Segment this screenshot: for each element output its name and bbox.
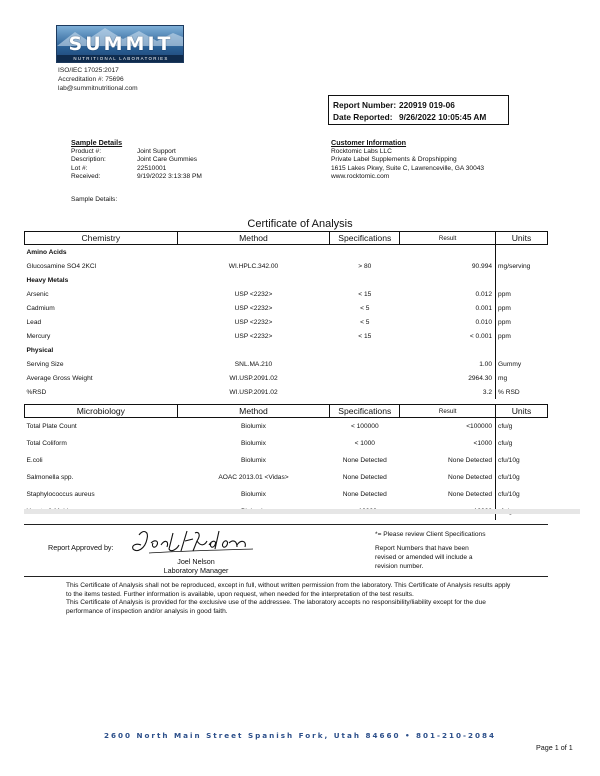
method: WI.HPLC.342.00 <box>228 262 279 270</box>
field-value: 22510001 <box>137 164 167 172</box>
spec: None Detected <box>342 473 387 481</box>
analyte: Mercury <box>26 332 51 340</box>
units: Gummy <box>498 360 522 368</box>
microbiology-table <box>24 404 548 520</box>
field-label: Received: <box>71 172 101 180</box>
field-label: Product #: <box>71 148 102 155</box>
table-row <box>25 371 548 385</box>
spec: > 80 <box>358 262 372 270</box>
method: USP <2232> <box>234 304 273 312</box>
units: cfu/g <box>498 439 513 447</box>
table-row <box>25 315 548 329</box>
table-row <box>25 435 548 452</box>
analyte: Arsenic <box>26 290 49 298</box>
spec: < 1000 <box>354 439 375 447</box>
result: 2964.30 <box>400 371 496 385</box>
table-row <box>25 357 548 371</box>
col-header: Result <box>400 405 496 418</box>
units: ppm <box>498 290 511 298</box>
result: 0.010 <box>400 315 496 329</box>
analyte: Average Gross Weight <box>26 374 93 382</box>
table-row <box>25 418 548 435</box>
customer-line: Rocktomic Labs LLC <box>331 148 392 155</box>
result: 3.2 <box>400 385 496 399</box>
table-header <box>25 232 548 245</box>
customer-heading: Customer Information <box>331 138 407 147</box>
units: cfu/10g <box>498 490 520 498</box>
spec: < 100000 <box>350 422 379 430</box>
lab-email[interactable]: lab@summitnutritional.com <box>58 85 138 92</box>
analyte: Glucosamine SO4 2KCl <box>26 262 97 270</box>
spec: < 15 <box>358 290 372 298</box>
disclaimer-line: performance of inspection and/or analysis in good faith. <box>66 607 228 615</box>
method: Biolumix <box>241 422 266 430</box>
signer-name: Joel Nelson <box>177 557 215 566</box>
lab-accreditation: Accreditation #: 75696 <box>58 76 124 83</box>
units: ppm <box>498 304 511 312</box>
disclaimer <box>66 582 546 616</box>
analyte: Total Plate Count <box>26 422 77 430</box>
result: 1.00 <box>400 357 496 371</box>
table-row <box>25 301 548 315</box>
analyte: Lead <box>26 318 42 326</box>
table-row <box>25 486 548 503</box>
report-number: 220919 019-06 <box>399 100 455 110</box>
table-row <box>25 329 548 343</box>
method: SNL.MA.210 <box>234 360 273 368</box>
sample-details-heading: Sample Details <box>71 138 123 147</box>
col-header: Specifications <box>330 232 400 245</box>
spec: None Detected <box>342 456 387 464</box>
units: cfu/10g <box>498 456 520 464</box>
report-box <box>328 95 509 125</box>
col-header: Microbiology <box>25 405 178 418</box>
page-title: Certificate of Analysis <box>247 218 353 230</box>
table-row <box>25 469 548 486</box>
result: None Detected <box>400 469 496 486</box>
divider <box>24 576 548 577</box>
col-header: Units <box>496 405 548 418</box>
lab-iso: ISO/IEC 17025:2017 <box>58 67 119 74</box>
analyte: Serving Size <box>26 360 64 368</box>
spec <box>330 385 400 399</box>
note-line: revised or amended will include a <box>375 554 473 561</box>
signer-role: Laboratory Manager <box>163 566 229 575</box>
analyte: %RSD <box>26 388 47 396</box>
logo-word: SUMMIT <box>68 33 174 55</box>
divider <box>24 524 548 525</box>
result: <1000 <box>400 435 496 452</box>
spec <box>330 357 400 371</box>
units: cfu/g <box>498 422 513 430</box>
units: mg/serving <box>498 262 531 270</box>
date-reported: 9/26/2022 10:05:45 AM <box>399 112 487 122</box>
analyte: E.coli <box>26 456 43 464</box>
spec: < 5 <box>360 304 370 312</box>
result: <100000 <box>400 418 496 435</box>
result: 0.012 <box>400 287 496 301</box>
result: < 0.001 <box>400 329 496 343</box>
table-header <box>25 405 548 418</box>
note-line: *= Please review Client Specifications <box>375 531 486 538</box>
spec: < 15 <box>358 332 372 340</box>
signer <box>151 557 241 575</box>
method: USP <2232> <box>234 332 273 340</box>
col-header: Specifications <box>330 405 400 418</box>
analyte: Total Coliform <box>26 439 67 447</box>
date-reported-label: Date Reported: <box>333 112 393 122</box>
approved-by-label: Report Approved by: <box>48 543 114 552</box>
disclaimer-line: This Certificate of Analysis is provided for the exclusive use of the addressee. The laboratory accepts no responsibility/liability except for the due <box>66 599 486 607</box>
spec: < 5 <box>360 318 370 326</box>
col-header: Units <box>496 232 548 245</box>
chemistry-table <box>24 231 548 399</box>
logo-tagline: NUTRITIONAL LABORATORIES <box>57 55 184 63</box>
note-line: revision number. <box>375 563 424 570</box>
summit-logo <box>56 25 184 63</box>
signature-image <box>129 527 269 559</box>
col-header: Result <box>400 232 496 245</box>
customer-line: 1615 Lakes Pkwy, Suite C, Lawrenceville, GA 30043 <box>331 164 485 172</box>
method: Biolumix <box>241 490 266 498</box>
note-line: Report Numbers that have been <box>375 545 469 552</box>
field-value: 9/19/2022 3:13:38 PM <box>137 172 202 180</box>
method: USP <2232> <box>234 290 273 298</box>
customer-info <box>331 138 484 181</box>
spec: None Detected <box>342 490 387 498</box>
table-row <box>25 259 548 273</box>
result: None Detected <box>400 452 496 469</box>
group-label: Physical <box>26 346 54 354</box>
analyte: Cadmium <box>26 304 55 312</box>
page-number: Page 1 of 1 <box>536 743 573 752</box>
method: Biolumix <box>241 439 266 447</box>
spec <box>330 371 400 385</box>
units: ppm <box>498 318 511 326</box>
table-row <box>25 452 548 469</box>
analyte: Staphylococcus aureus <box>26 490 95 498</box>
col-header: Method <box>177 405 330 418</box>
group-label: Amino Acids <box>26 248 67 256</box>
method: WI.USP.2091.02 <box>229 388 278 396</box>
table-footer-bar <box>24 509 580 514</box>
field-value: Joint Support <box>137 148 176 155</box>
method: WI.USP.2091.02 <box>229 374 278 382</box>
result: 0.001 <box>400 301 496 315</box>
report-number-label: Report Number: <box>333 100 397 110</box>
sample-details-label: Sample Details: <box>71 196 118 203</box>
units: % RSD <box>498 388 520 396</box>
analyte: Salmonella spp. <box>26 473 74 481</box>
group-label: Heavy Metals <box>26 276 69 284</box>
customer-line: Private Label Supplements & Dropshipping <box>331 156 457 164</box>
table-row <box>25 385 548 399</box>
col-header: Chemistry <box>25 232 178 245</box>
field-label: Lot #: <box>71 164 88 172</box>
result: 90.994 <box>400 259 496 273</box>
result: None Detected <box>400 486 496 503</box>
method: AOAC 2013.01 <Vidas> <box>218 473 289 481</box>
units: mg <box>498 374 508 382</box>
sample-details <box>71 138 202 181</box>
units: cfu/10g <box>498 473 520 481</box>
method: Biolumix <box>241 456 266 464</box>
disclaimer-line: This Certificate of Analysis shall not be reproduced, except in full, without written permission from the laboratory. This Certificate of Analysis results apply <box>66 582 511 589</box>
method: USP <2232> <box>234 318 273 326</box>
footer-address: 2600 North Main Street Spanish Fork, Utah 84660 • 801-210-2084 <box>103 731 497 740</box>
field-label: Description: <box>71 156 106 164</box>
units: ppm <box>498 332 511 340</box>
notes <box>375 530 515 571</box>
col-header: Method <box>177 232 330 245</box>
table-row <box>25 287 548 301</box>
field-value: Joint Care Gummies <box>137 156 198 164</box>
disclaimer-line: to the items tested. Further information is available, upon request, when needed for the interpretation of the test results. <box>66 590 414 598</box>
customer-line[interactable]: www.rocktomic.com <box>331 172 390 180</box>
